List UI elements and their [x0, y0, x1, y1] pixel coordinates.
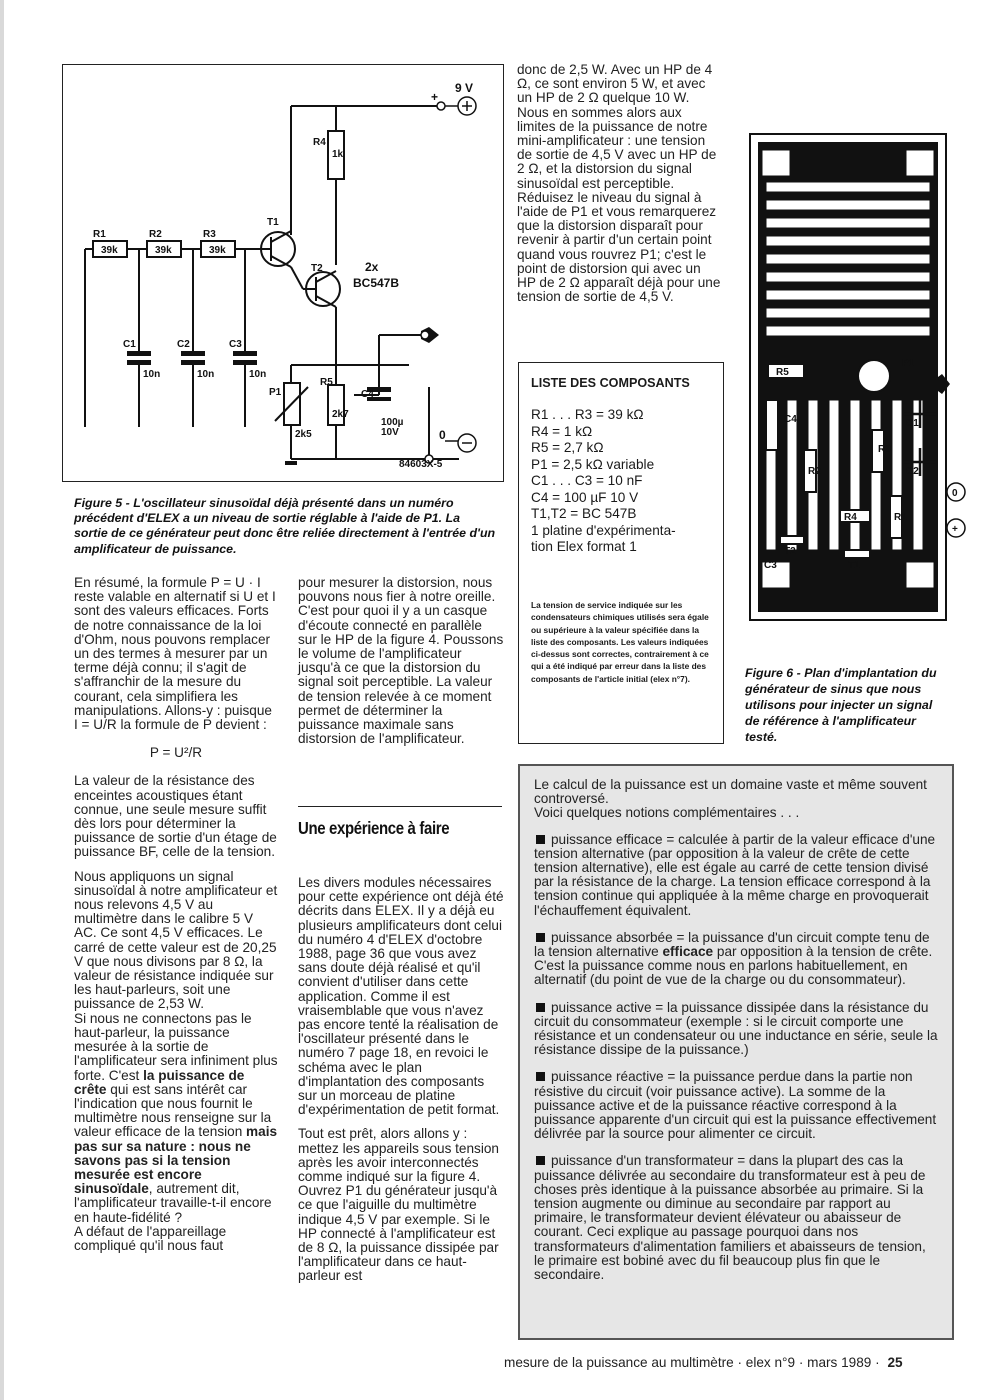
col2-paragraph-1: pour mesurer la distorsion, nous pouvons nous fier à notre oreille. C'est pour quoi il y a un casque d'écoute connecté en parallèle sur le HP de la figure 4. Poussons le volume de l'amplificateur jusqu'à ce que la distorsion du signal soit perceptible. La valeur de tension relevée à ce moment permet de déterminer la puissance maximale sans distorsion de l'amplificateur.: [298, 575, 504, 747]
bullet-square-icon: [536, 1156, 545, 1165]
label-t2: T2: [311, 263, 323, 274]
board-strip: [766, 254, 930, 264]
col2-paragraph-2: Les divers modules nécessaires pour cette expérience ont déjà été décrits dans ELEX. Il y a déjà eu plusieurs amplificateurs dont celui du numéro 4 d'ELEX d'octobre 1988, page 36 que vous avez sans doute déjà réalisé et qu'il convient d'utiliser dans cette application. Comme il est vraisemblable que vous n'avez pas encore tenté la réalisation de l'oscillateur présenté dans le numéro 7 page 18, en revoici le schéma avec le plan d'implantation des composants sur un morceau de platine d'expérimentation de petit format.: [298, 875, 504, 1118]
board-strip: [766, 218, 930, 228]
board-strip: [766, 272, 930, 282]
board-label-t1: T1: [848, 560, 860, 571]
board-label-r1: R1: [894, 512, 907, 523]
column-3: [517, 63, 721, 314]
label-zero: 0: [439, 428, 446, 442]
label-r1-value: 39k: [101, 245, 118, 256]
board-strip: [766, 236, 930, 246]
col1-paragraph-3: Nous appliquons un signal sinusoïdal à notre amplificateur et nous relevons 4,5 V au multimètre dans le calibre 5 V AC. Ce sont 4,5 V efficaces. Le carré de cette valeur est de 20,25 V que nous divisons par 8 Ω, la valeur de résistance indiquée sur les haut-parleurs, soit une puissance de 2,53 W.: [74, 868, 278, 1012]
section-heading-frame: [298, 806, 502, 807]
board-strip: [766, 290, 930, 300]
parts-list-items: [531, 407, 721, 556]
term-reactive: puissance réactive: [551, 1069, 664, 1085]
label-r3-value: 39k: [209, 245, 226, 256]
def-absorbee-b: par opposition à la tension de crête. C'est la puissance comme nous en parlons habituellement, en alternatif (du point de vue de la charge ou du consommateur).: [534, 944, 933, 988]
parts-list-title: LISTE DES COMPOSANTS: [531, 376, 690, 390]
box-item-absorbee: [534, 931, 940, 988]
parts-list-item: R4 = 1 kΩ: [531, 423, 593, 439]
col1-p4-text-b: qui est sans intérêt car l'indication que nous fournit le multimètre nous renseigne sur la valeur efficace de la tension: [74, 1081, 272, 1140]
board-strip: [766, 200, 930, 210]
column-2: [298, 576, 504, 756]
parts-list-item: R1 . . . R3 = 39 kΩ: [531, 407, 644, 422]
box-content: [534, 778, 940, 1295]
parts-list-item: C4 = 100 µF 10 V: [531, 489, 639, 505]
bullet-square-icon: [536, 835, 545, 844]
label-c2: C2: [177, 339, 190, 350]
box-item-reactive: [534, 1070, 940, 1141]
col1-formula: P = U²/R: [149, 745, 203, 761]
box-item-active: [534, 1001, 940, 1058]
board-label-p1: P1: [902, 358, 915, 369]
label-plus: +: [431, 90, 439, 104]
col1-paragraph-1: En résumé, la formule P = U · I reste valable en alternatif si U et I sont des valeurs efficaces. Forts de notre connaissance de la loi d'Ohm, nous pouvons remplacer un des termes à mesurer par un terme déjà connu; il s'agit de s'affranchir de la mesure du courant, cela simplifiera les manipulations. Allons-y : puisque I = U/R la formule de P devient :: [74, 575, 276, 733]
figure5-schematic: [62, 64, 504, 482]
figure5-caption: Figure 5 - L'oscillateur sinusoïdal déjà présenté dans un numéro précédent d'ELEX a un niveau de sortie réglable à l'aide de P1. La sortie de ce générateur peut donc être reliée directement à l'entrée d'un amplificateur de puissance.: [74, 496, 496, 556]
col2-paragraph-3: Tout est prêt, alors allons y : mettez les appareils sous tension après les avoir interconnectés comme indiqué sur la figure 4. Ouvrez P1 du générateur jusqu'à ce que l'aiguille du multimètre indique 4,5 V par exemple. Si le HP connecté à l'amplificateur est de 8 Ω, la puissance dissipée par l'amplificateur dans ce haut-parleur est: [298, 1126, 499, 1284]
label-c1: C1: [123, 339, 136, 350]
label-t1: T1: [267, 217, 279, 228]
label-c3-value: 10n: [249, 369, 267, 380]
label-r3: R3: [203, 229, 216, 240]
bullet-square-icon: [536, 1003, 545, 1012]
label-transistor-type: BC547B: [353, 276, 400, 290]
label-c2-value: 10n: [197, 369, 215, 380]
schematic-drawing: [63, 65, 503, 481]
board-label-r2: R2: [808, 466, 821, 477]
board-label-r4: R4: [844, 512, 857, 523]
parts-list-box: [518, 362, 724, 744]
parts-list-item: R5 = 2,7 kΩ: [531, 440, 604, 455]
board-label-r5: R5: [776, 367, 789, 378]
parts-list-item: T1,T2 = BC 547B: [531, 506, 637, 521]
label-r4: R4: [313, 137, 326, 148]
label-c1-value: 10n: [143, 369, 161, 380]
parts-list-note: La tension de service indiquée sur les condensateurs chimiques utilisés sera égale ou supérieure à la valeur spécifiée dans la liste des composants. Les valeurs indiquées ci-dessus sont correctes, contrairement à ce qui a été indiqué par erreur dans la liste des composants de l'article initial (elex n°7).: [531, 600, 709, 684]
label-p1: P1: [269, 387, 282, 398]
page-footer: [504, 1355, 966, 1370]
section-heading: Une expérience à faire: [298, 818, 450, 838]
label-r5: R5: [320, 377, 333, 388]
label-9v: 9 V: [455, 81, 474, 95]
term-absorbee: puissance absorbée: [551, 929, 673, 945]
column-1: [74, 576, 278, 1263]
board-label-r3: R3: [878, 444, 891, 455]
label-r1: R1: [93, 229, 106, 240]
def-transformateur: = dans la plupart des cas la puissance délivrée au secondaire du transformateur est à peu de choses près identique à la puissance absorbée au primaire. Si la tension augmente ou diminue au secondaire par rapport au primaire, le transformateur devient élévateur ou abaisseur de courant. Ceci explique au passage pourquoi dans nos transformateurs d'alimentation familiers et abaisseurs de tension, le primaire est bobiné avec du fil beaucoup plus fin que le secondaire.: [534, 1153, 926, 1283]
figure6-caption: Figure 6 - Plan d'implantation du générateur de sinus que nous utilisons pour injecter un signal de référence à l'amplificateur testé.: [745, 666, 937, 744]
power-definitions-box: [518, 764, 954, 1340]
board-strip: [766, 308, 930, 318]
col1-paragraph-2: La valeur de la résistance des enceintes acoustiques étant connue, une seule mesure suffit dès lors pour déterminer la puissance de sortie d'un étage de puissance BF, celle de la tension.: [74, 773, 277, 860]
box-item-efficace: [534, 833, 940, 918]
board-drawing: [744, 130, 974, 650]
board-label-c3: C3: [764, 560, 777, 571]
term-transformateur: puissance d'un transformateur: [551, 1153, 734, 1169]
col1-p4-text-a: Si nous ne connectons pas le haut-parleur, la puissance mesurée à la sortie de l'amplificateur sera infiniment plus forte. C'est: [74, 1010, 278, 1083]
board-strip: [850, 400, 860, 550]
parts-list-item: 1 platine d'expérimenta-: [531, 522, 676, 538]
label-r4-value: 1k: [332, 149, 344, 160]
label-figure-ref: 84603X-5: [399, 459, 443, 470]
label-r5-value: 2k7: [332, 409, 349, 420]
def-absorbee-bold: efficace: [662, 944, 714, 960]
col3-paragraph-1: donc de 2,5 W. Avec un HP de 4 Ω, ce sont environ 5 W, et avec un HP de 2 Ω quelque 10 W. Nous en sommes alors aux limites de la puissance de notre mini-amplificateur : une tension de sortie de 4,5 V avec un HP de 2 Ω, et la distorsion du signal sinusoïdal est perceptible. Réduisez le niveau du signal à l'aide de P1 et vous remarquerez que la distorsion disparaît pour revenir à partir d'un certain point quand vous rouvrez P1; c'est le point de distorsion qui avec un HP de 2 Ω apparaît déjà pour une tension de sortie de 4,5 V.: [517, 62, 721, 305]
parts-list-item: P1 = 2,5 kΩ variable: [531, 456, 655, 472]
col1-p4-bold-b: mais pas sur sa nature : nous ne savons pas si la tension mesurée est encore sinusoïdale: [74, 1124, 278, 1197]
label-r2-value: 39k: [155, 245, 172, 256]
def-efficace: = calculée à partir de la valeur efficace d'une tension alternative (par opposition à la valeur de crête de cette tension alternative), elle est égale au carré de cette tension divisé par la résistance de la charge. La tension efficace correspond à la tension continue qui appliquée à la même charge en provoquerait l'échauffement équivalent.: [534, 831, 936, 918]
bullet-square-icon: [536, 1072, 545, 1081]
box-intro-1: Le calcul de la puissance est un domaine vaste et même souvent controversé.: [534, 777, 927, 807]
column-2-continued: [298, 876, 504, 1294]
parts-list-item: tion Elex format 1: [531, 539, 637, 554]
term-active: puissance active: [551, 999, 652, 1015]
label-p1-value: 2k5: [295, 429, 312, 440]
board-strip: [829, 400, 839, 550]
def-reactive: = la puissance perdue dans la partie non résistive du circuit (voir puissance active). La somme de la puissance active et de la puissance réactive correspond à la puissance apparente d'un circuit qui est la puissance effectivement délivrée par la source pour alimenter ce circuit.: [534, 1069, 937, 1142]
board-label-c4: C4: [784, 414, 797, 425]
board-strip: [766, 326, 930, 336]
label-r2: R2: [149, 229, 162, 240]
label-c4: C4: [361, 389, 374, 400]
label-c3: C3: [229, 339, 242, 350]
label-c4-value-1: 100µ: [381, 417, 404, 428]
col1-p4-text-c: , autrement dit, l'amplificateur travaille-t-il encore en haute-fidélité ?: [74, 1181, 272, 1225]
col1-paragraph-4: [74, 1012, 278, 1225]
page-edge-left: [0, 0, 4, 1400]
footer-text: mesure de la puissance au multimètre · elex n°9 · mars 1989 ·: [504, 1355, 880, 1370]
def-active: = la puissance dissipée dans la résistance du circuit du consommateur (exemple : si le circuit comporte une résistance et un condensateur ou une inductance en série, seule la résistance dissipe de la puissance.): [534, 999, 938, 1058]
board-label-plus: +: [952, 524, 958, 535]
board-label-c2: C2: [906, 466, 919, 477]
bullet-square-icon: [536, 933, 545, 942]
figure6-board: [744, 130, 974, 650]
page-number: 25: [887, 1355, 903, 1370]
parts-list-item: C1 . . . C3 = 10 nF: [531, 473, 643, 488]
col1-paragraph-5: A défaut de l'appareillage compliqué qu'il nous faut: [74, 1223, 227, 1253]
label-transistor-count: 2x: [365, 260, 379, 274]
board-label-zero: 0: [952, 488, 958, 499]
def-absorbee-a: = la puissance d'un circuit compte tenu de la tension alternative: [534, 929, 930, 960]
col1-p4-bold-a: la puissance de crête: [74, 1067, 245, 1097]
label-c4-value-2: 10V: [381, 427, 399, 438]
board-strip: [766, 182, 930, 192]
box-item-transformateur: [534, 1154, 940, 1282]
board-strip: [871, 400, 881, 550]
board-label-c1: C1: [906, 418, 919, 429]
term-efficace: puissance efficace: [551, 831, 663, 847]
board-label-t2: T2: [784, 546, 796, 557]
box-intro-2: Voici quelques notions complémentaires . . .: [534, 805, 800, 821]
